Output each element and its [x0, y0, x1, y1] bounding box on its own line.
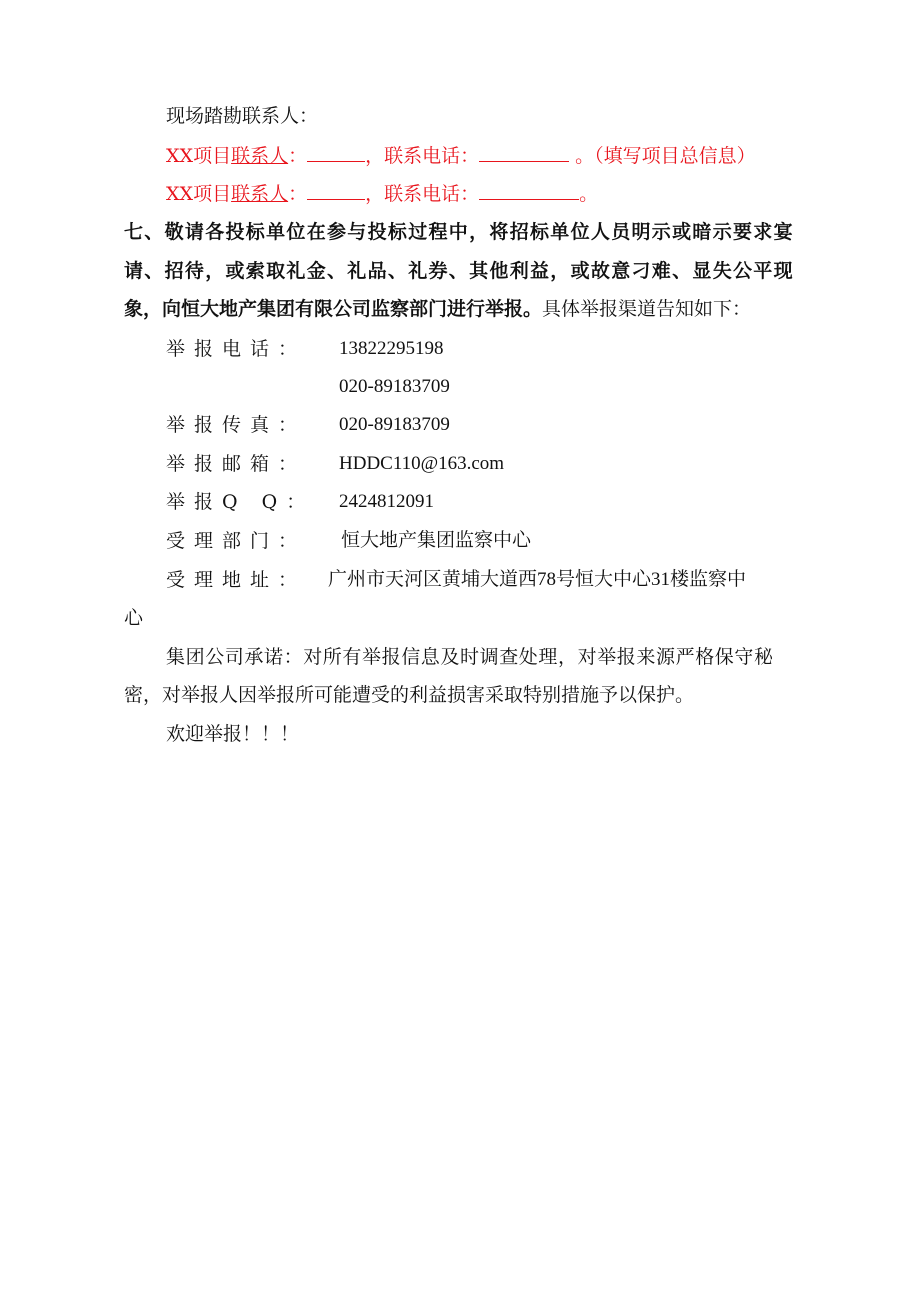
line-ending: 。 — [579, 183, 599, 205]
contact-phone-blank[interactable] — [479, 181, 579, 200]
email-value[interactable]: HDDC110@163.com — [339, 453, 505, 474]
fax-label: 举报传真： — [166, 414, 307, 436]
contact-phone-blank[interactable] — [479, 143, 569, 162]
phone-value-1: 13822295198 — [339, 338, 444, 359]
project-word: 项目 — [193, 183, 232, 205]
welcome-text: 欢迎举报！！！ — [166, 723, 300, 745]
section7-line-3-normal: 具体举报渠道告知如下： — [542, 298, 752, 320]
phone-separator: ，联系电话： — [365, 183, 480, 205]
contact-name-blank[interactable] — [307, 143, 365, 162]
commitment-line-1: 集团公司承诺：对所有举报信息及时调查处理，对举报来源严格保守秘 — [166, 646, 774, 668]
dept-label: 受理部门： — [166, 530, 307, 552]
project-prefix: XX — [166, 145, 194, 167]
addr-value-line-1: 广州市天河区黄埔大道西78号恒大中心31楼监察中 — [328, 569, 747, 590]
contact-name-blank[interactable] — [307, 181, 365, 200]
addr-label: 受理地址： — [166, 569, 307, 591]
addr-value-line-2: 心 — [124, 607, 144, 629]
fax-value: 020-89183709 — [339, 414, 450, 435]
line-ending: 。（填写项目总信息） — [569, 145, 756, 167]
project-prefix: XX — [166, 183, 194, 205]
section7-line-3 — [124, 297, 751, 321]
colon: ： — [288, 183, 308, 205]
qq-label: 举报Q Q： — [166, 491, 315, 513]
contact-label: 联系人 — [231, 145, 289, 167]
phone-label: 举报电话： — [166, 338, 307, 360]
phone-separator: ，联系电话： — [365, 145, 480, 167]
site-contact-label: 现场踏勘联系人： — [166, 105, 319, 127]
contact-label: 联系人 — [231, 183, 289, 205]
section7-line-2: 请、招待，或索取礼金、礼品、礼券、其他利益，或故意刁难、显失公平现 — [124, 260, 794, 282]
colon: ： — [288, 145, 308, 167]
section7-line-1: 七、敬请各投标单位在参与投标过程中，将招标单位人员明示或暗示要求宴 — [124, 221, 794, 243]
section7-line-3-bold: 象，向恒大地产集团有限公司监察部门进行举报。 — [124, 298, 543, 320]
phone-value-2: 020-89183709 — [339, 376, 450, 397]
qq-value: 2424812091 — [339, 491, 434, 512]
project-contact-line-2 — [166, 181, 598, 206]
email-label: 举报邮箱： — [166, 453, 307, 475]
dept-value: 恒大地产集团监察中心 — [341, 530, 532, 551]
project-contact-line-1 — [166, 143, 756, 168]
commitment-line-2: 密，对举报人因举报所可能遭受的利益损害采取特别措施予以保护。 — [124, 684, 695, 706]
project-word: 项目 — [193, 145, 232, 167]
